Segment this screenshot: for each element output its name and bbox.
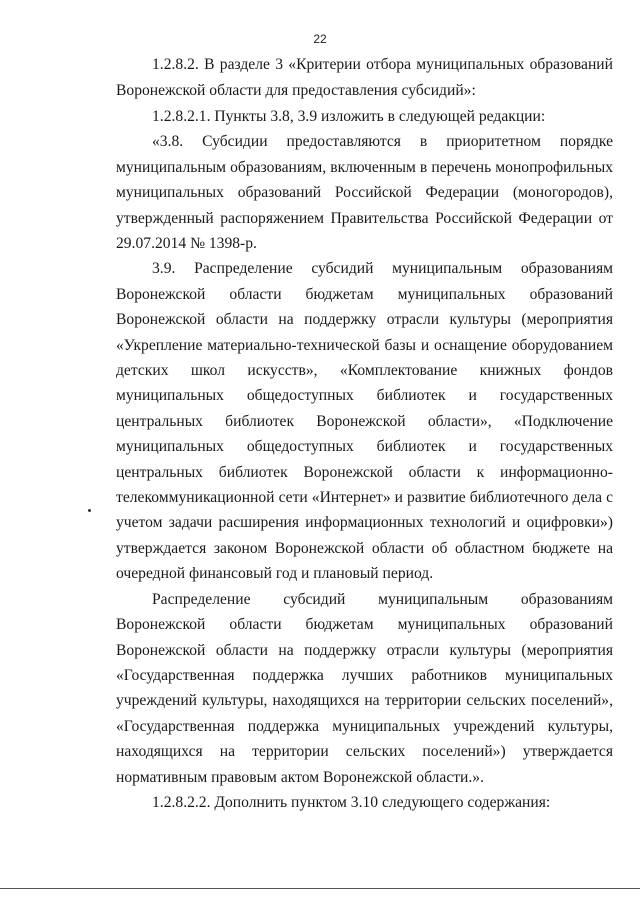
page-bottom-edge bbox=[0, 888, 640, 889]
paragraph-1-2-8-2-2: 1.2.8.2.2. Дополнить пунктом 3.10 следующего содержания: bbox=[152, 793, 551, 811]
paragraph-1-2-8-2: 1.2.8.2. В разделе 3 «Критерии отбора муниципальных образований Воронежской области для предоставления субсидий»: bbox=[116, 56, 613, 99]
page-number: 22 bbox=[313, 32, 327, 46]
document-body bbox=[116, 52, 613, 816]
paragraph-distribution: Распределение субсидий муниципальным образованиям Воронежской области бюджетам муниципальных образований Воронежской области на поддержку отрасли культуры (мероприятия «Государственная поддержка лучших работников муниципальных учреждений культуры, находящихся на территории сельских поселений», «Государственная поддержка муниципальных учреждений культуры, находящихся на территории сельских поселений») утверждается нормативным правовым актом Воронежской области.». bbox=[116, 590, 613, 786]
paragraph-1-2-8-2-1: 1.2.8.2.1. Пункты 3.8, 3.9 изложить в следующей редакции: bbox=[152, 107, 546, 125]
scan-artifact-dot bbox=[88, 509, 91, 512]
paragraph-3-9: 3.9. Распределение субсидий муниципальным образованиям Воронежской области бюджетам муниципальных образований Воронежской области на поддержку отрасли культуры (мероприятия «Укрепление материально-технической базы и оснащение оборудованием детских школ искусств», «Комплектование книжных фондов муниципальных общедоступных библиотек и государственных центральных библиотек Воронежской области», «Подключение муниципальных общедоступных библиотек и государственных центральных библиотек Воронежской области к информационно-телекоммуникационной сети «Интернет» и развитие библиотечного дела с учетом задачи расширения информационных технологий и оцифровки») утверждается законом Воронежской области об областном бюджете на очередной финансовый год и плановый период. bbox=[116, 260, 613, 583]
paragraph-3-8: «3.8. Субсидии предоставляются в приоритетном порядке муниципальным образованиям, включенным в перечень монопрофильных муниципальных образований Российской Федерации (моногородов), утвержденный распоряжением Правительства Российской Федерации от 29.07.2014 № 1398-р. bbox=[116, 133, 613, 253]
